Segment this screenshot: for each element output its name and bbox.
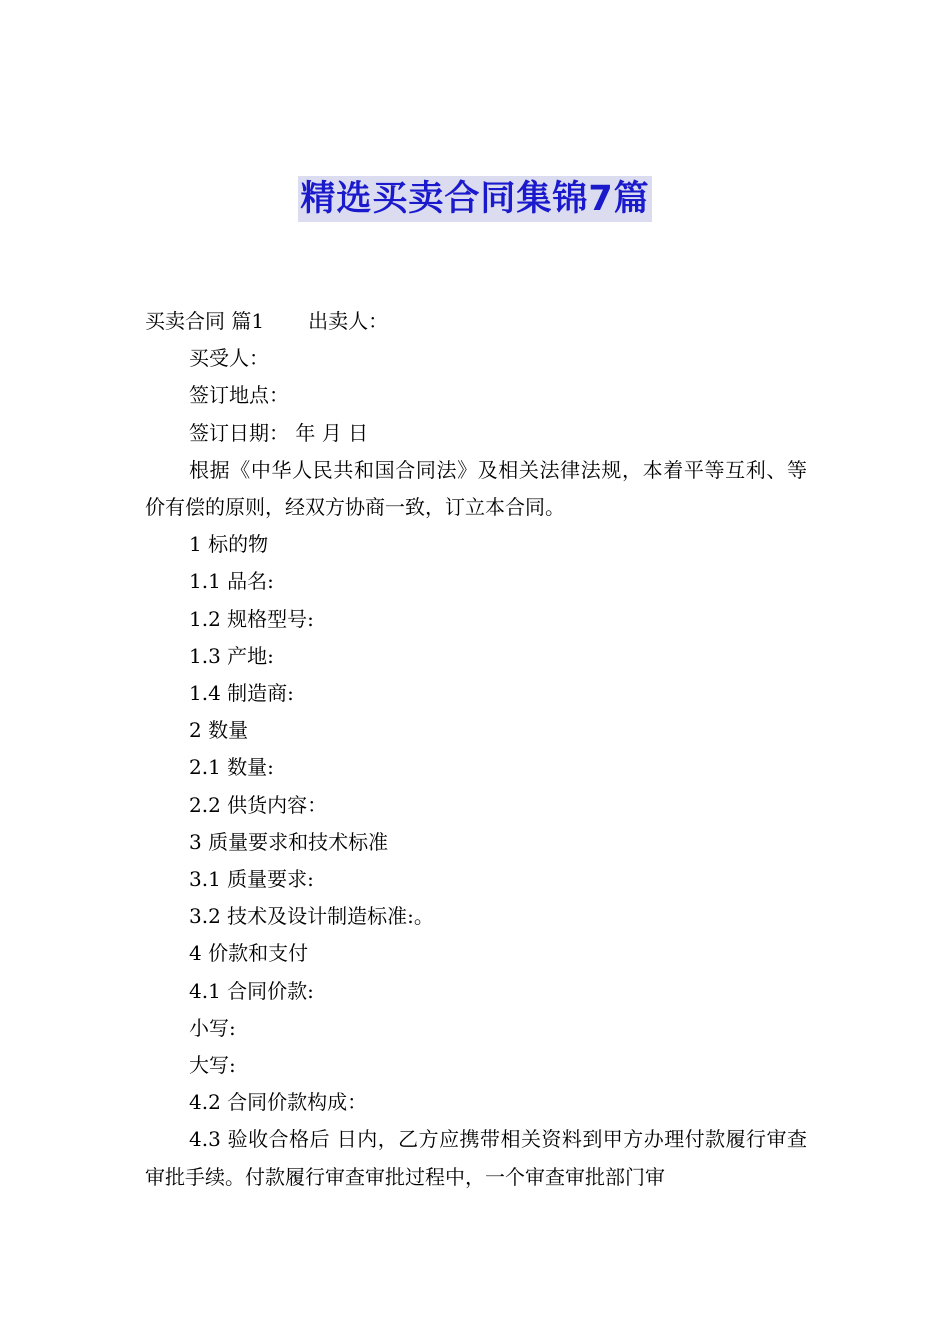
section-heading-line: [145, 303, 807, 340]
document-title: 精选买卖合同集锦7篇: [298, 176, 651, 222]
section-label: 买卖合同 篇1: [145, 309, 265, 333]
clause-line: 2.1 数量:: [189, 755, 274, 780]
title-container: [0, 176, 950, 222]
clause-line: 1.2 规格型号:: [189, 606, 314, 631]
clause-line: 3 质量要求和技术标准: [189, 829, 389, 854]
clause-line: 小写:: [189, 1015, 236, 1040]
signing-place-line: 签订地点：: [189, 383, 289, 408]
document-body: [145, 303, 807, 1196]
clause-line: 2.2 供货内容：: [189, 792, 328, 817]
buyer-line: 买受人：: [189, 346, 269, 371]
clause-line: 大写:: [189, 1053, 236, 1078]
signing-date-line: 签订日期： 年 月 日: [189, 420, 369, 445]
clause-line: 3.1 质量要求:: [189, 867, 314, 892]
clause-line: 3.2 技术及设计制造标准:。: [189, 904, 434, 929]
clause-line: 4.1 合同价款:: [189, 978, 314, 1003]
clause-line: 1.1 品名:: [189, 569, 274, 594]
clause-line: 1 标的物: [189, 532, 269, 557]
seller-label: 出卖人：: [308, 309, 389, 333]
preamble-paragraph: 根据《中华人民共和国合同法》及相关法律法规，本着平等互利、等价有偿的原则，经双方协商一致，订立本合同。: [145, 457, 807, 520]
clause-line: 4 价款和支付: [189, 941, 309, 966]
clause-line: 4.2 合同价款构成：: [189, 1090, 368, 1115]
clause-line: 2 数量: [189, 718, 249, 743]
clause-4-3-paragraph: 4.3 验收合格后 日内，乙方应携带相关资料到甲方办理付款履行审查审批手续。付款履行审查审批过程中，一个审查审批部门审: [145, 1127, 807, 1189]
clause-line: 1.3 产地:: [189, 643, 274, 668]
clause-line: 1.4 制造商:: [189, 681, 294, 706]
